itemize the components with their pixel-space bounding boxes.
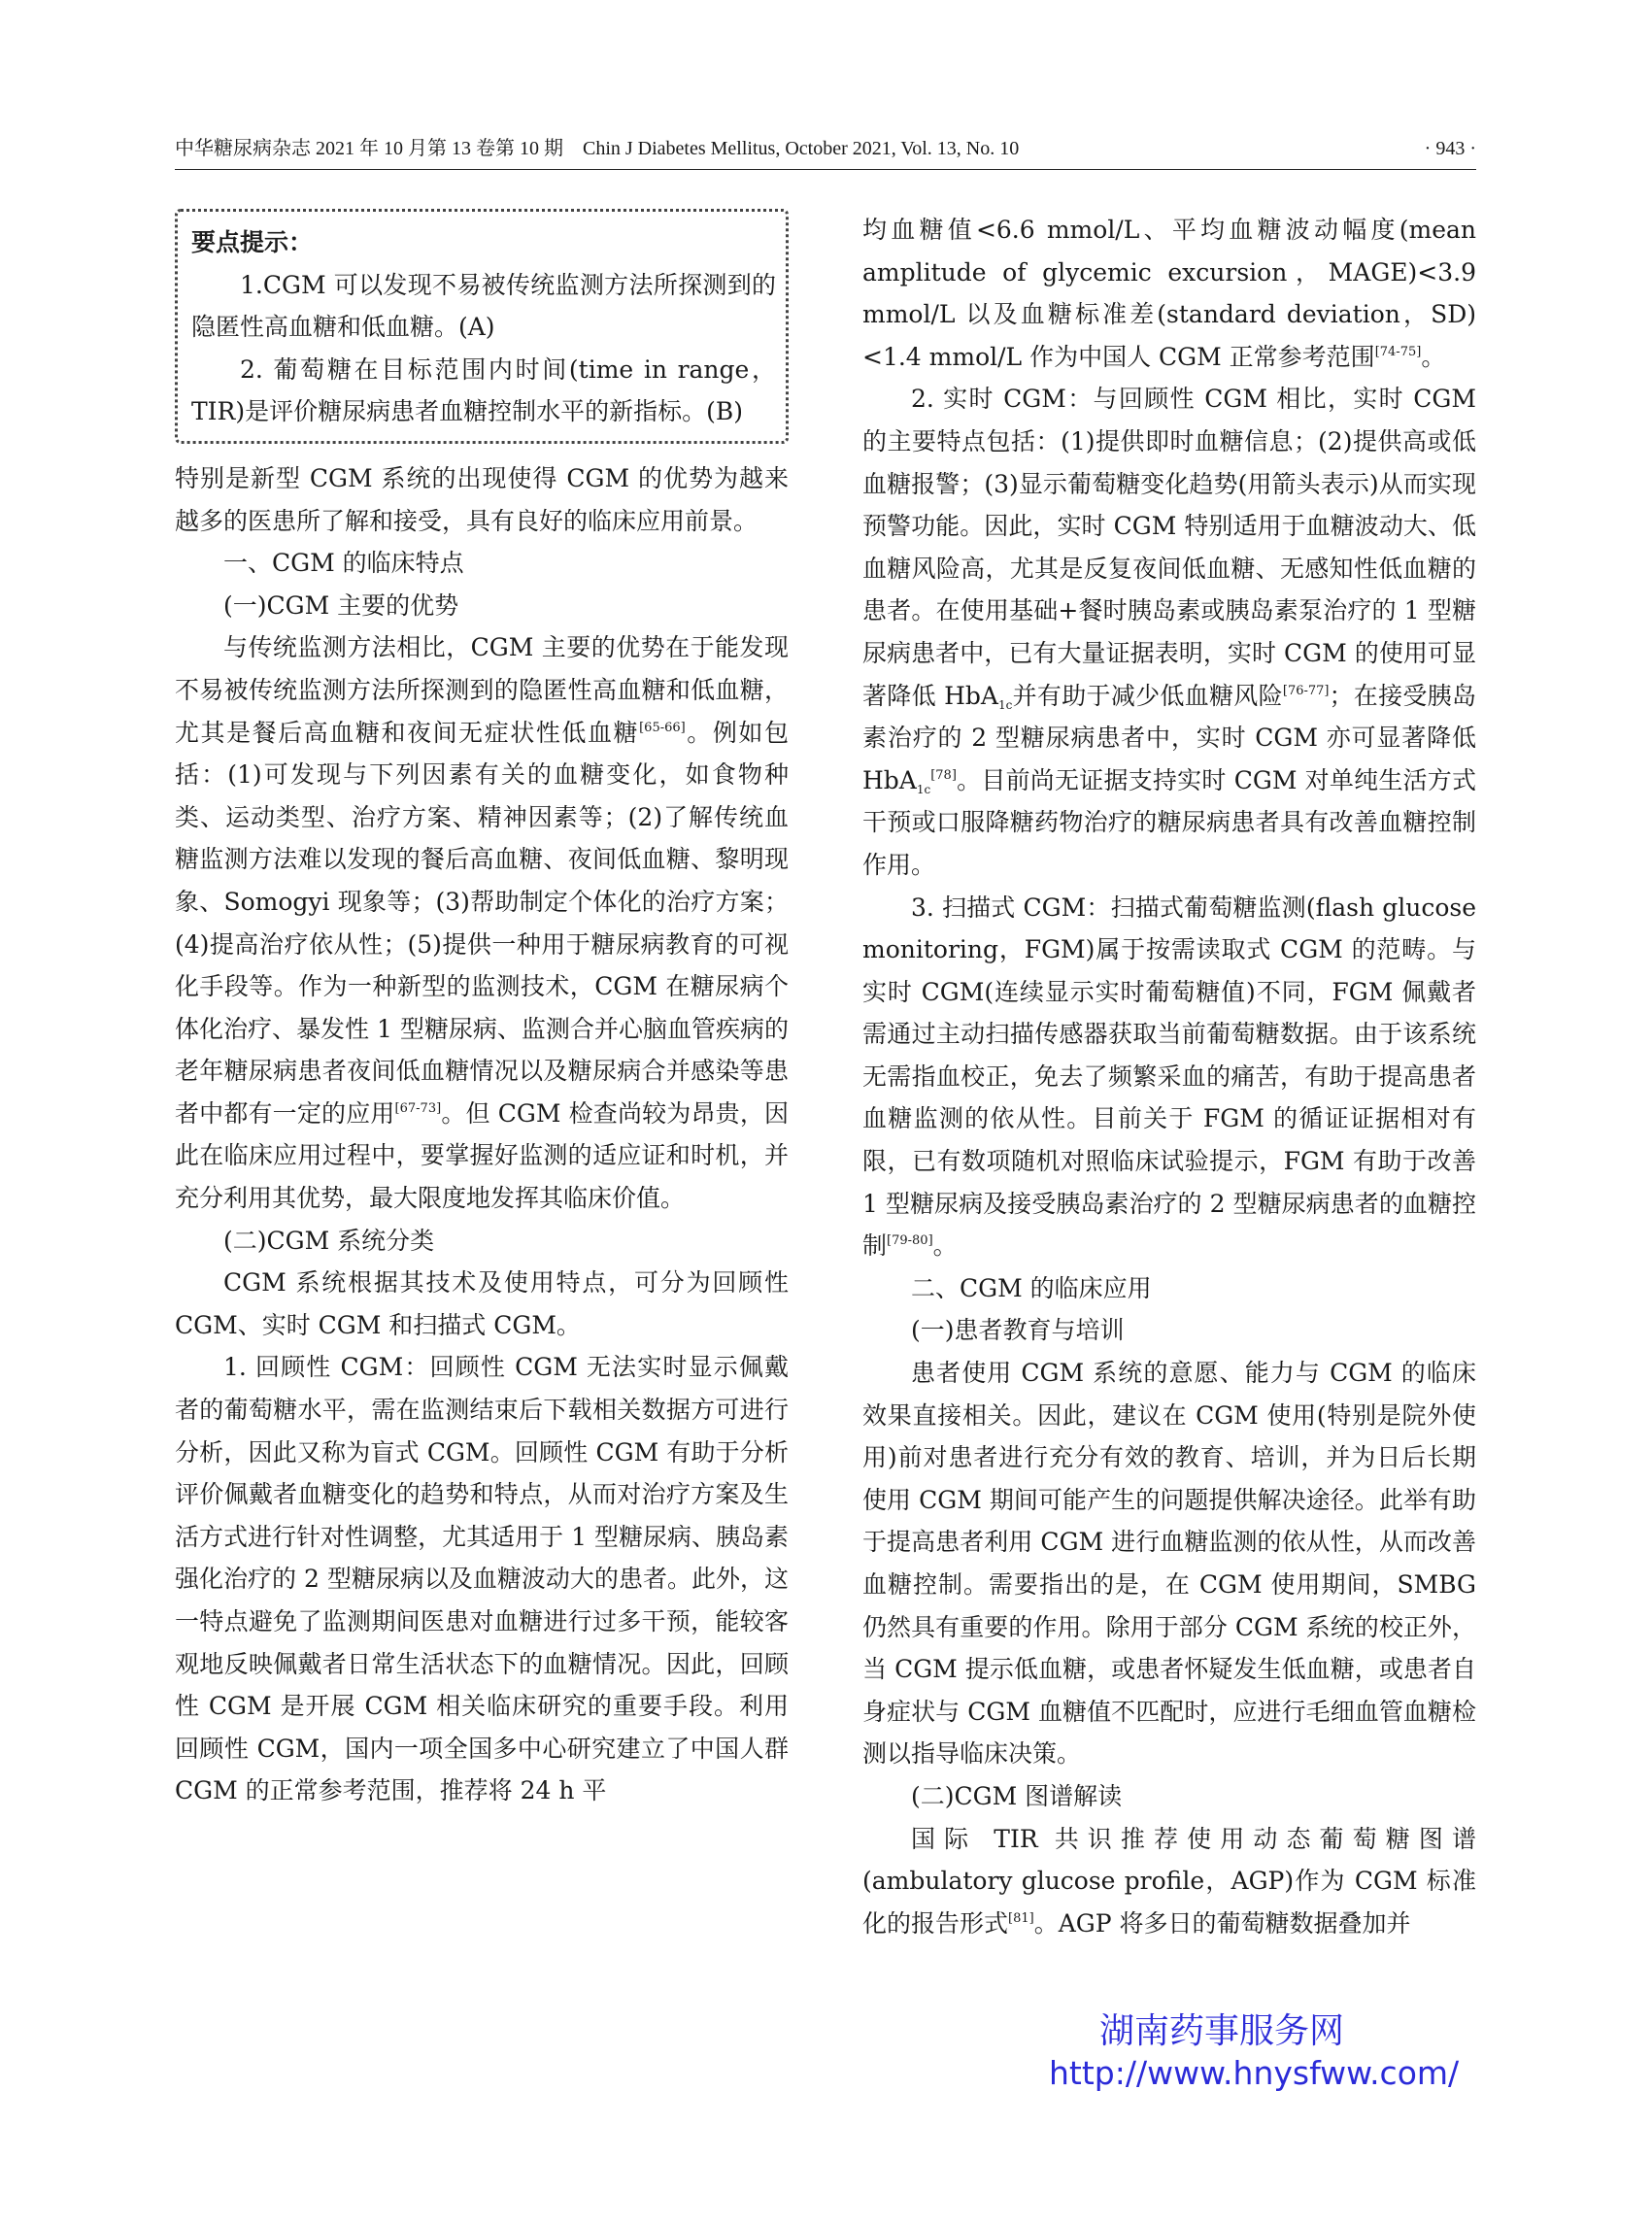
key-points-title: 要点提示： (191, 228, 314, 256)
paragraph: 1. 回顾性 CGM：回顾性 CGM 无法实时显示佩戴者的葡萄糖水平，需在监测结束后下载相关数据方可进行分析，因此又称为盲式 CGM。回顾性 CGM 有助于分析评价佩戴者血糖变化的趋势和特点，从而对治疗方案及生活方式进行针对性调整，尤其适用于 1 型糖尿病、胰岛素强化治疗的 2 型糖尿病以及血糖波动大的患者。此外，这一特点避免了监测期间医患对血糖进行过多干预，能较客观地反映佩戴者日常生活状态下的血糖情况。因此，回顾性 CGM 是开展 CGM 相关临床研究的重要手段。利用回顾性 CGM，国内一项全国多中心研究建立了中国人群 CGM 的正常参考范围，推荐将 24 h 平 (175, 1353, 789, 1805)
subsection-heading: (二)CGM 图谱解读 (911, 1781, 1123, 1810)
citation-ref: [78] (930, 767, 957, 783)
watermark-site-name: 湖南药事服务网 (1099, 2011, 1345, 2051)
text-run: 。例如包括：(1)可发现与下列因素有关的血糖变化，如食物种类、运动类型、治疗方案、精神因素等；(2)了解传统血糖监测方法难以发现的餐后高血糖、夜间低血糖、黎明现象、Somogyi 现象等；(3)帮助制定个体化的治疗方案；(4)提高治疗依从性；(5)提供一种用于糖尿病教育的可视化手段等。作为一种新型的监测技术，CGM 在糖尿病个体化治疗、暴发性 1 型糖尿病、监测合并心脑血管疾病的老年糖尿病患者夜间低血糖情况以及糖尿病合并感染等患者中都有一定的应用 (175, 718, 789, 1128)
running-header (175, 131, 1476, 166)
watermark-url[interactable]: http://www.hnysfww.com/ (1049, 2054, 1460, 2092)
text-run: 2. 实时 CGM：与回顾性 CGM 相比，实时 CGM 的主要特点包括：(1)提供即时血糖信息；(2)提供高或低血糖报警；(3)显示葡萄糖变化趋势(用箭头表示)从而实现预警功能。因此，实时 CGM 特别适用于血糖波动大、低血糖风险高，尤其是反复夜间低血糖、无感知性低血糖的患者。在使用基础+餐时胰岛素或胰岛素泵治疗的 1 型糖尿病患者中，已有大量证据表明，实时 CGM 的使用可显著降低 HbA (862, 385, 1476, 710)
text-run: 3. 扫描式 CGM：扫描式葡萄糖监测(flash glucose monitoring，FGM)属于按需读取式 CGM 的范畴。与实时 CGM(连续显示实时葡萄糖值)不同，FGM 佩戴者需通过主动扫描传感器获取当前葡萄糖数据。由于该系统无需指血校正，免去了频繁采血的痛苦，有助于提高患者血糖监测的依从性。目前关于 FGM 的循证证据相对有限，已有数项随机对照临床试验提示，FGM 有助于改善 1 型糖尿病及接受胰岛素治疗的 2 型糖尿病患者的血糖控制 (862, 893, 1476, 1261)
paragraph (175, 626, 789, 1219)
header-divider (175, 169, 1476, 170)
paragraph (862, 1818, 1476, 1945)
paragraph (862, 378, 1476, 886)
key-point-1: 1.CGM 可以发现不易被传统监测方法所探测到的隐匿性高血糖和低血糖。(A) (191, 270, 776, 342)
citation-ref: [79-80] (887, 1233, 933, 1249)
text-run: ；在接受胰岛素治疗的 2 型糖尿病患者中，实时 CGM 亦可显著降低 HbA (862, 681, 1476, 794)
subsection-heading: (一)患者教育与培训 (911, 1316, 1125, 1345)
citation-ref: [67-73] (394, 1100, 442, 1116)
paragraph: 患者使用 CGM 系统的意愿、能力与 CGM 的临床效果直接相关。因此，建议在 CGM 使用(特别是院外使用)前对患者进行充分有效的教育、培训，并为日后长期使用 CGM 期间可能产生的问题提供解决途径。此举有助于提高患者利用 CGM 进行血糖监测的依从性，从而改善血糖控制。需要指出的是，在 CGM 使用期间，SMBG 仍然具有重要的作用。除用于部分 CGM 系统的校正外，当 CGM 提示低血糖，或患者怀疑发生低血糖，或患者自身症状与 CGM 血糖值不匹配时，应进行毛细血管血糖检测以指导临床决策。 (862, 1359, 1476, 1769)
text-run: 。 (1421, 342, 1446, 371)
paragraph: CGM 系统根据其技术及使用特点，可分为回顾性 CGM、实时 CGM 和扫描式 CGM。 (175, 1268, 789, 1339)
paragraph (862, 887, 1476, 1267)
journal-citation: 中华糖尿病杂志 2021 年 10 月第 13 卷第 10 期 Chin J Diabetes Mellitus, October 2021, Vol. 13, No. 10 (175, 138, 1020, 159)
page-number: · 943 · (1424, 138, 1476, 159)
citation-ref: [74-75] (1374, 344, 1422, 359)
text-run: 。但 CGM 检查尚较为昂贵，因此在临床应用过程中，要掌握好监测的适应证和时机，并充分利用其优势，最大限度地发挥其临床价值。 (175, 1098, 789, 1213)
subscript: 1c (916, 782, 931, 796)
site-watermark (1049, 2010, 1496, 2094)
citation-ref: [65-66] (639, 720, 686, 735)
citation-ref: [76-77] (1282, 683, 1330, 698)
text-run: 国际 TIR 共识推荐使用动态葡萄糖图谱(ambulatory glucose profile，AGP)作为 CGM 标准化的报告形式 (862, 1824, 1476, 1938)
section-heading: 二、CGM 的临床应用 (911, 1273, 1152, 1302)
right-column (862, 209, 1476, 1944)
left-column (175, 209, 789, 1812)
text-run: 并有助于减少低血糖风险 (1012, 681, 1283, 710)
text-run: 。AGP 将多日的葡萄糖数据叠加并 (1033, 1908, 1411, 1938)
text-run: 。目前尚无证据支持实时 CGM 对单纯生活方式干预或口服降糖药物治疗的糖尿病患者具有改善血糖控制作用。 (862, 765, 1476, 879)
key-point-2: 2. 葡萄糖在目标范围内时间(time in range，TIR)是评价糖尿病患者血糖控制水平的新指标。(B) (191, 354, 776, 426)
paragraph (862, 209, 1476, 378)
subsection-heading: (一)CGM 主要的优势 (223, 590, 459, 620)
section-heading: 一、CGM 的临床特点 (223, 549, 464, 578)
subsection-heading: (二)CGM 系统分类 (223, 1226, 435, 1255)
key-points-box (175, 209, 789, 444)
subscript: 1c (997, 697, 1013, 712)
text-run: 均血糖值<6.6 mmol/L、平均血糖波动幅度(mean amplitude of glycemic excursion，MAGE)<3.9 mmol/L 以及血糖标准差(standard deviation，SD)<1.4 mmol/L 作为中国人 CGM 正常参考范围 (862, 216, 1476, 371)
text-run: 。 (932, 1231, 958, 1261)
text-run: 与传统监测方法相比，CGM 主要的优势在于能发现不易被传统监测方法所探测到的隐匿性高血糖和低血糖，尤其是餐后高血糖和夜间无症状性低血糖 (175, 633, 789, 747)
citation-ref: [81] (1008, 1910, 1034, 1926)
paragraph: 特别是新型 CGM 系统的出现使得 CGM 的优势为越来越多的医患所了解和接受，具有良好的临床应用前景。 (175, 463, 789, 535)
